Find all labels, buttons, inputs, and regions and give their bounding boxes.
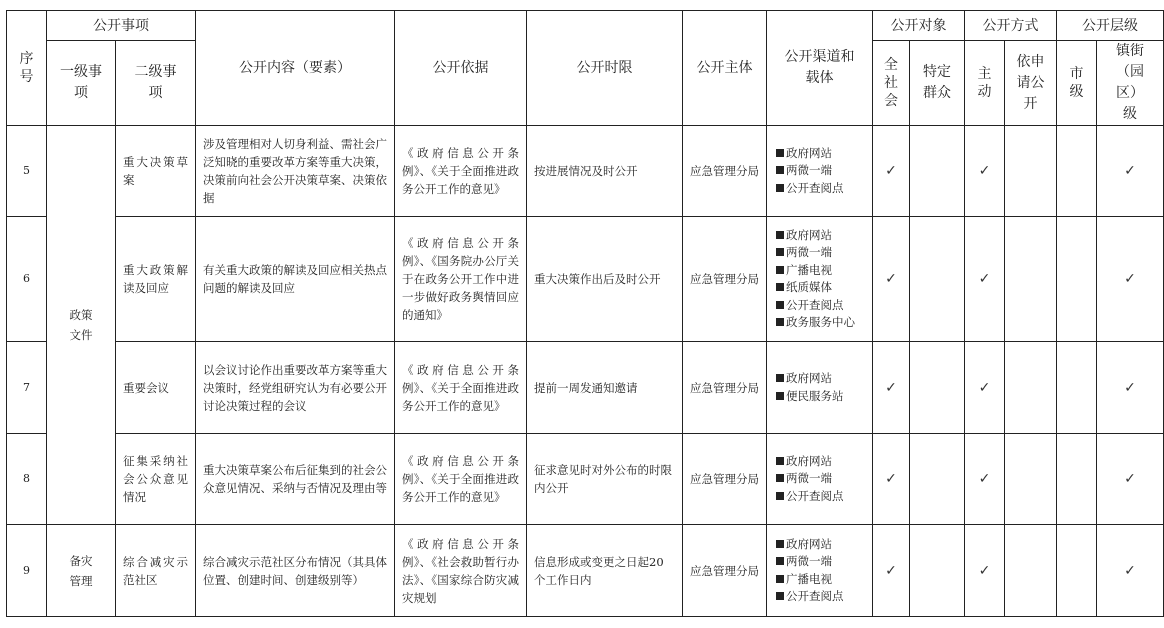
channel-item xyxy=(776,145,870,163)
channel-label: 政府网站 xyxy=(786,371,832,385)
black-square-icon xyxy=(776,592,784,600)
channel-item xyxy=(776,227,870,245)
cell-method-apply xyxy=(1005,525,1057,617)
row-content: 综合减灾示范社区分布情况（其具体位置、创建时间、创建级别等） xyxy=(196,525,395,617)
check-icon: ✓ xyxy=(1124,562,1136,579)
channel-label: 公开查阅点 xyxy=(786,589,844,603)
row-level2: 重要会议 xyxy=(116,342,196,434)
cell-target-all xyxy=(873,525,910,617)
header-level: 公开层级 xyxy=(1057,11,1164,41)
header-target-specific: 特定 群众 xyxy=(910,41,965,126)
table-header xyxy=(7,11,1164,126)
row-seq: 8 xyxy=(7,434,47,525)
table-body xyxy=(7,126,1164,617)
channel-label: 公开查阅点 xyxy=(786,180,844,195)
channel-label: 政府网站 xyxy=(786,453,832,468)
row-content: 有关重大政策的解读及回应相关热点问题的解读及回应 xyxy=(196,217,395,342)
row-channels xyxy=(767,126,873,217)
check-icon: ✓ xyxy=(978,379,991,396)
row-level2: 重大决策草案 xyxy=(116,126,196,217)
black-square-icon xyxy=(776,318,784,326)
table-row xyxy=(7,342,1164,434)
row-seq: 7 xyxy=(7,342,47,434)
channel-item xyxy=(776,470,870,488)
black-square-icon xyxy=(776,266,784,274)
cell-level-town xyxy=(1097,342,1164,434)
header-subject: 公开主体 xyxy=(683,11,767,126)
channel-label: 两微一端 xyxy=(786,554,832,568)
row-timelimit: 重大决策作出后及时公开 xyxy=(527,217,683,342)
check-icon: ✓ xyxy=(885,379,897,396)
black-square-icon xyxy=(776,557,784,565)
header-level-town: 镇街 （园 区） 级 xyxy=(1097,41,1164,126)
check-icon: ✓ xyxy=(1124,471,1136,487)
header-method-apply: 依申 请公 开 xyxy=(1005,41,1057,126)
cell-target-all xyxy=(873,434,910,525)
cell-target-all xyxy=(873,217,910,342)
header-target-all: 全 社 会 xyxy=(873,41,910,126)
cell-target-specific xyxy=(910,342,965,434)
row-seq: 5 xyxy=(7,126,47,217)
cell-method-apply xyxy=(1005,217,1057,342)
cell-level-town xyxy=(1097,525,1164,617)
disclosure-table xyxy=(6,10,1164,617)
channel-label: 两微一端 xyxy=(786,471,832,486)
cell-level-city xyxy=(1057,126,1097,217)
channel-item xyxy=(776,553,870,571)
row-subject: 应急管理分局 xyxy=(683,434,767,525)
cell-target-all xyxy=(873,342,910,434)
cell-level-city xyxy=(1057,217,1097,342)
row-channels xyxy=(767,525,873,617)
cell-level-city xyxy=(1057,434,1097,525)
cell-level-city xyxy=(1057,525,1097,617)
black-square-icon xyxy=(776,166,784,174)
header-level2: 二级事 项 xyxy=(116,41,196,126)
channel-label: 广播电视 xyxy=(786,262,832,277)
cell-method-apply xyxy=(1005,342,1057,434)
header-content: 公开内容（要素） xyxy=(196,11,395,126)
channel-item xyxy=(776,588,870,606)
channel-label: 政府网站 xyxy=(786,145,832,160)
black-square-icon xyxy=(776,184,784,192)
check-icon: ✓ xyxy=(1124,271,1136,287)
channel-item xyxy=(776,244,870,262)
row-channels xyxy=(767,217,873,342)
cell-method-active xyxy=(965,217,1005,342)
group-policy: 政策文件 xyxy=(47,126,116,525)
black-square-icon xyxy=(776,457,784,465)
black-square-icon xyxy=(776,301,784,309)
channel-label: 纸质媒体 xyxy=(786,280,832,294)
cell-target-specific xyxy=(910,217,965,342)
check-icon: ✓ xyxy=(978,562,991,579)
header-level-city: 市 级 xyxy=(1057,41,1097,126)
channel-item xyxy=(776,488,870,506)
channel-item xyxy=(776,297,870,315)
channel-item xyxy=(776,262,870,280)
row-basis: 《政府信息公开条例》、《关于全面推进政务公开工作的意见》 xyxy=(395,434,527,525)
header-target: 公开对象 xyxy=(873,11,965,41)
header-basis: 公开依据 xyxy=(395,11,527,126)
channel-item xyxy=(776,453,870,471)
row-basis: 《政府信息公开条例》、《关于全面推进政务公开工作的意见》 xyxy=(395,342,527,434)
check-icon: ✓ xyxy=(885,562,897,579)
channel-item xyxy=(776,370,870,388)
channel-label: 便民服务站 xyxy=(786,388,844,403)
check-icon: ✓ xyxy=(978,271,991,287)
row-seq: 6 xyxy=(7,217,47,342)
header-level1: 一级事 项 xyxy=(47,41,116,126)
row-timelimit: 征求意见时对外公布的时限内公开 xyxy=(527,434,683,525)
cell-target-specific xyxy=(910,434,965,525)
row-channels xyxy=(767,434,873,525)
header-method-active: 主 动 xyxy=(965,41,1005,126)
black-square-icon xyxy=(776,474,784,482)
cell-target-specific xyxy=(910,525,965,617)
row-subject: 应急管理分局 xyxy=(683,342,767,434)
black-square-icon xyxy=(776,149,784,157)
channel-item xyxy=(776,536,870,554)
cell-method-active xyxy=(965,126,1005,217)
row-content: 涉及管理相对人切身利益、需社会广泛知晓的重要改革方案等重大决策，决策前向社会公开决策草案、决策依据 xyxy=(196,126,395,217)
channel-item xyxy=(776,279,870,297)
row-content: 以会议讨论作出重要改革方案等重大决策时，经党组研究认为有必要公开讨论决策过程的会议 xyxy=(196,342,395,434)
row-subject: 应急管理分局 xyxy=(683,525,767,617)
header-matter: 公开事项 xyxy=(47,11,196,41)
cell-method-active xyxy=(965,342,1005,434)
black-square-icon xyxy=(776,492,784,500)
cell-level-town xyxy=(1097,126,1164,217)
black-square-icon xyxy=(776,392,784,400)
black-square-icon xyxy=(776,231,784,239)
channel-label: 公开查阅点 xyxy=(786,488,844,503)
header-seq: 序 号 xyxy=(7,11,47,126)
row-level2: 重大政策解读及回应 xyxy=(116,217,196,342)
channel-item xyxy=(776,162,870,180)
channel-label: 公开查阅点 xyxy=(786,297,844,312)
table-row xyxy=(7,126,1164,217)
check-icon: ✓ xyxy=(885,271,897,287)
check-icon: ✓ xyxy=(1124,163,1136,179)
check-icon: ✓ xyxy=(885,163,897,179)
header-method: 公开方式 xyxy=(965,11,1057,41)
channel-label: 广播电视 xyxy=(786,571,832,586)
channel-label: 政府网站 xyxy=(786,227,832,242)
black-square-icon xyxy=(776,248,784,256)
cell-level-town xyxy=(1097,217,1164,342)
black-square-icon xyxy=(776,283,784,291)
check-icon: ✓ xyxy=(885,471,897,487)
row-seq: 9 xyxy=(7,525,47,617)
row-subject: 应急管理分局 xyxy=(683,217,767,342)
cell-method-apply xyxy=(1005,126,1057,217)
group-disaster: 备灾管理 xyxy=(47,525,116,617)
cell-level-city xyxy=(1057,342,1097,434)
row-timelimit: 按进展情况及时公开 xyxy=(527,126,683,217)
black-square-icon xyxy=(776,540,784,548)
row-content: 重大决策草案公布后征集到的社会公众意见情况、采纳与否情况及理由等 xyxy=(196,434,395,525)
cell-method-active xyxy=(965,434,1005,525)
check-icon: ✓ xyxy=(1124,379,1136,396)
table-row xyxy=(7,525,1164,617)
header-channel: 公开渠道和 载体 xyxy=(767,11,873,126)
row-level2: 综合减灾示范社区 xyxy=(116,525,196,617)
cell-target-all xyxy=(873,126,910,217)
channel-label: 政府网站 xyxy=(786,536,832,551)
header-timelimit: 公开时限 xyxy=(527,11,683,126)
channel-label: 两微一端 xyxy=(786,245,832,259)
channel-label: 政务服务中心 xyxy=(786,315,855,329)
table-row xyxy=(7,434,1164,525)
channel-item xyxy=(776,571,870,589)
channel-item xyxy=(776,180,870,198)
black-square-icon xyxy=(776,374,784,382)
check-icon: ✓ xyxy=(978,163,991,179)
cell-method-apply xyxy=(1005,434,1057,525)
channel-item xyxy=(776,388,870,406)
table-row xyxy=(7,217,1164,342)
check-icon: ✓ xyxy=(978,471,991,487)
row-basis: 《政府信息公开条例》、《国务院办公厅关于在政务公开工作中进一步做好政务舆情回应的通知》 xyxy=(395,217,527,342)
row-subject: 应急管理分局 xyxy=(683,126,767,217)
channel-label: 两微一端 xyxy=(786,163,832,178)
row-timelimit: 信息形成或变更之日起20个工作日内 xyxy=(527,525,683,617)
cell-level-town xyxy=(1097,434,1164,525)
cell-method-active xyxy=(965,525,1005,617)
cell-target-specific xyxy=(910,126,965,217)
black-square-icon xyxy=(776,575,784,583)
row-timelimit: 提前一周发通知邀请 xyxy=(527,342,683,434)
channel-item xyxy=(776,314,870,332)
row-channels xyxy=(767,342,873,434)
row-basis: 《政府信息公开条例》、《社会救助暂行办法》、《国家综合防灾减灾规划 xyxy=(395,525,527,617)
row-basis: 《政府信息公开条例》、《关于全面推进政务公开工作的意见》 xyxy=(395,126,527,217)
row-level2: 征集采纳社会公众意见情况 xyxy=(116,434,196,525)
